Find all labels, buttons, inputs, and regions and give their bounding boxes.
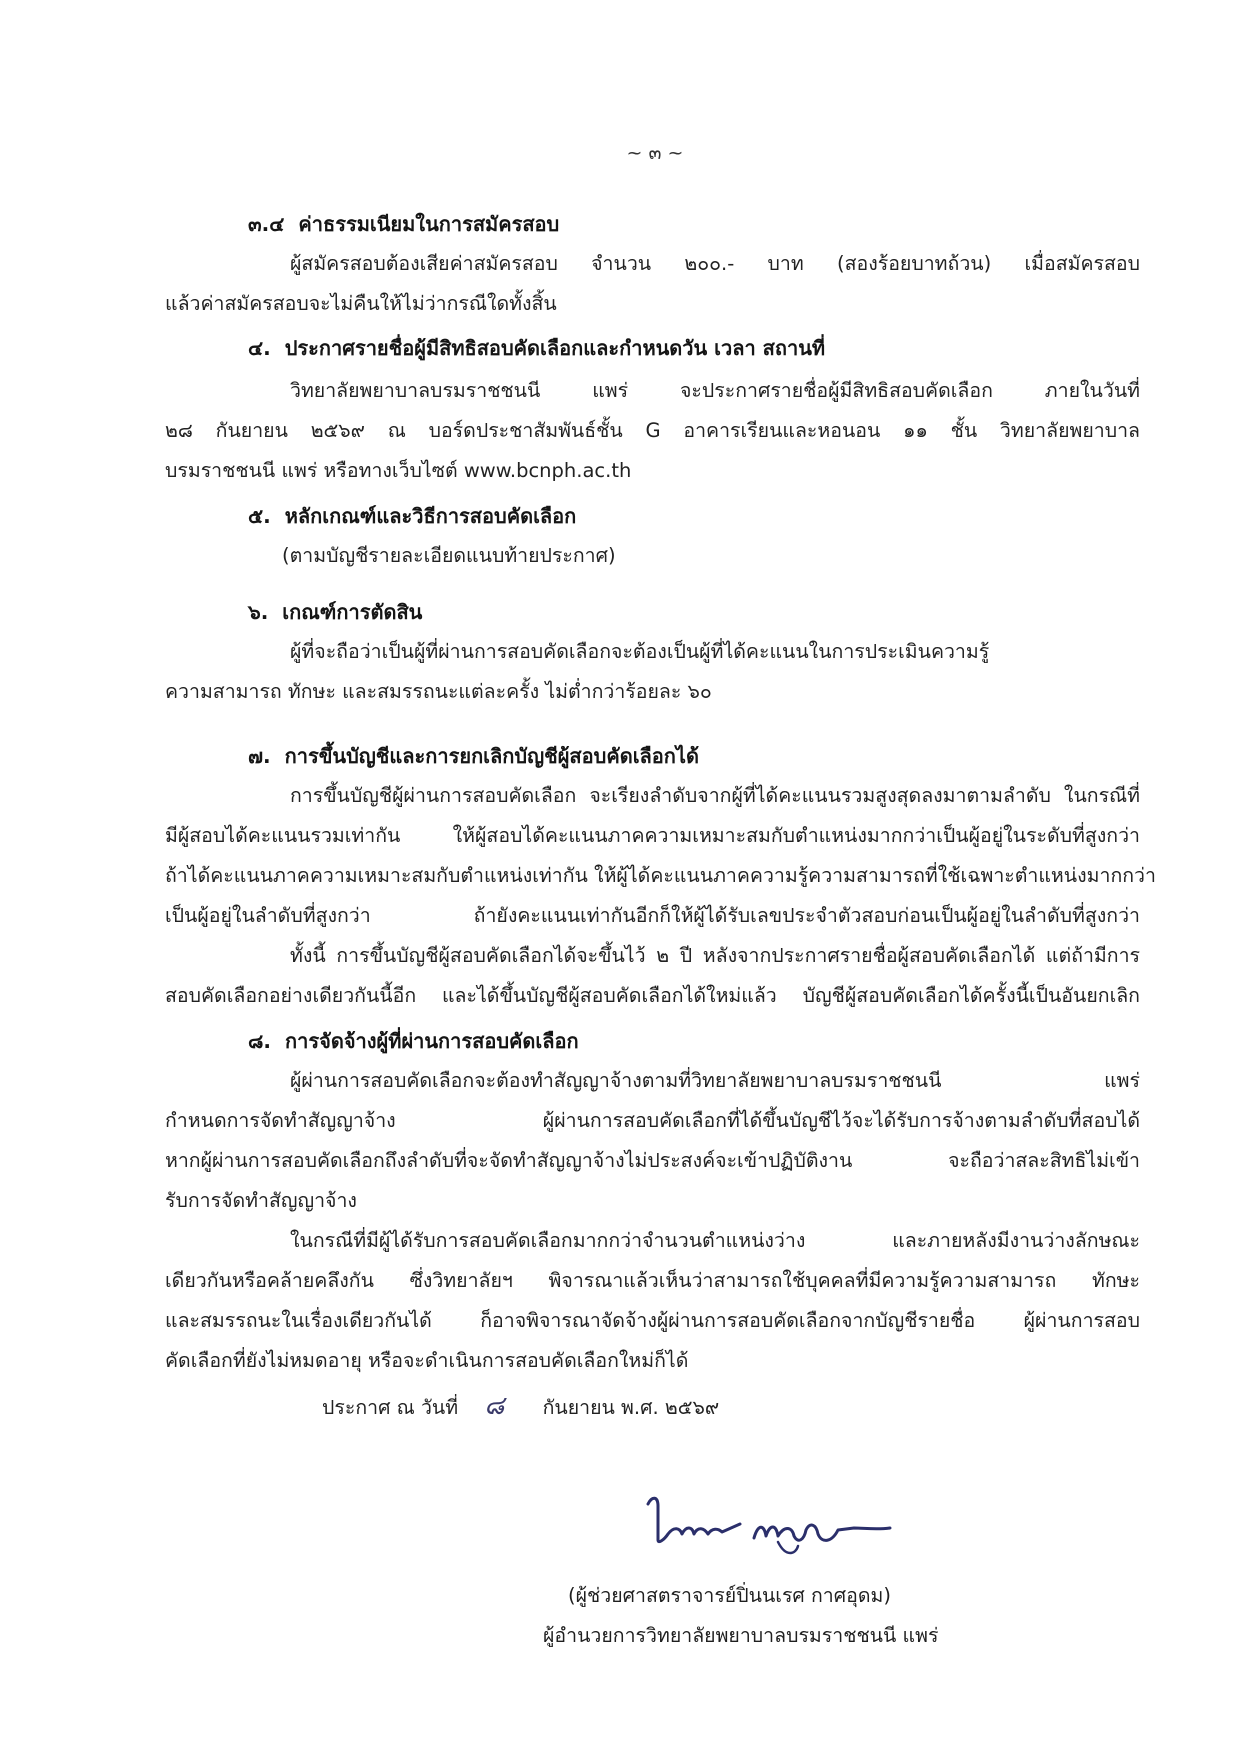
announcement-day: ๘ [484,1391,505,1421]
section-8-heading [248,1025,579,1057]
paragraph-line: ผู้ที่จะถือว่าเป็นผู้ที่ผ่านการสอบคัดเลือกจะต้องเป็นผู้ที่ได้คะแนนในการประเมินความรู้ [290,640,990,663]
paragraph-line: ๒๘ กันยายน ๒๕๖๙ ณ บอร์ดประชาสัมพันธ์ชั้น G อาคารเรียนและหอนอน ๑๑ ชั้น วิทยาลัยพยาบาล [165,419,1140,442]
signer-title: ผู้อำนวยการวิทยาลัยพยาบาลบรมราชชนนี แพร่ [543,1624,939,1647]
section-title: ประกาศรายชื่อผู้มีสิทธิสอบคัดเลือกและกำหนดวัน เวลา สถานที่ [284,336,826,360]
paragraph-line: ผู้ผ่านการสอบคัดเลือกจะต้องทำสัญญาจ้างตามที่วิทยาลัยพยาบาลบรมราชชนนี แพร่ [290,1069,1140,1092]
section-title: ค่าธรรมเนียมในการสมัครสอบ [298,212,560,236]
paragraph-line: เป็นผู้อยู่ในลำดับที่สูงกว่า ถ้ายังคะแนนเท่ากันอีกก็ให้ผู้ได้รับเลขประจำตัวสอบก่อนเป็นผู้อยู่ในลำดับที่สูงกว่า [165,904,1140,927]
section-number: ๕. [248,504,271,528]
signature-image [628,1482,908,1562]
section-number: ๘. [248,1029,272,1053]
section-number: ๖. [248,600,269,624]
section-6-heading [248,596,422,628]
paragraph-line: บรมราชชนนี แพร่ หรือทางเว็บไซต์ www.bcnph.ac.th [165,459,632,482]
section-title: การจัดจ้างผู้ที่ผ่านการสอบคัดเลือก [285,1029,579,1053]
section-title: การขึ้นบัญชีและการยกเลิกบัญชีผู้สอบคัดเลือกได้ [284,744,699,768]
announcement-month-year: กันยายน พ.ศ. ๒๕๖๙ [542,1396,720,1419]
paragraph-line: วิทยาลัยพยาบาลบรมราชชนนี แพร่ จะประกาศรายชื่อผู้มีสิทธิสอบคัดเลือก ภายในวันที่ [290,379,1140,402]
paragraph-line: สอบคัดเลือกอย่างเดียวกันนี้อีก และได้ขึ้นบัญชีผู้สอบคัดเลือกได้ใหม่แล้ว บัญชีผู้สอบคัดเลือกได้ครั้งนี้เป็นอันยกเลิก [165,984,1140,1007]
paragraph-line: (ตามบัญชีรายละเอียดแนบท้ายประกาศ) [282,544,616,567]
signer-name: (ผู้ช่วยศาสตราจารย์ปิ่นนเรศ กาศอุดม) [568,1584,891,1607]
section-number: ๓.๔ [248,212,285,236]
paragraph-line: แล้วค่าสมัครสอบจะไม่คืนให้ไม่ว่ากรณีใดทั้งสิ้น [165,292,557,315]
paragraph-line: ทั้งนี้ การขึ้นบัญชีผู้สอบคัดเลือกได้จะขึ้นไว้ ๒ ปี หลังจากประกาศรายชื่อผู้สอบคัดเลือกได้ แต่ถ้ามีการ [290,944,1140,967]
paragraph-line: ความสามารถ ทักษะ และสมรรถนะแต่ละครั้ง ไม่ต่ำกว่าร้อยละ ๖๐ [165,680,712,703]
section-title: เกณฑ์การตัดสิน [282,600,423,624]
paragraph-line: รับการจัดทำสัญญาจ้าง [165,1189,357,1212]
page-number: ~ ๓ ~ [626,142,684,164]
section-4-heading [248,332,825,364]
paragraph-line: ในกรณีที่มีผู้ได้รับการสอบคัดเลือกมากกว่าจำนวนตำแหน่งว่าง และภายหลังมีงานว่างลักษณะ [290,1229,1140,1252]
paragraph-line: หากผู้ผ่านการสอบคัดเลือกถึงลำดับที่จะจัดทำสัญญาจ้างไม่ประสงค์จะเข้าปฏิบัติงาน จะถือว่าสละสิทธิไม่เข้า [165,1149,1140,1172]
paragraph-line: คัดเลือกที่ยังไม่หมดอายุ หรือจะดำเนินการสอบคัดเลือกใหม่ก็ได้ [165,1349,689,1372]
section-3-4-heading [248,208,559,240]
paragraph-line: มีผู้สอบได้คะแนนรวมเท่ากัน ให้ผู้สอบได้คะแนนภาคความเหมาะสมกับตำแหน่งมากกว่าเป็นผู้อยู่ในระดับที่สูงกว่า [165,824,1140,847]
section-7-heading [248,740,699,772]
section-number: ๔. [248,336,271,360]
section-5-heading [248,500,576,532]
paragraph-line: ผู้สมัครสอบต้องเสียค่าสมัครสอบ จำนวน ๒๐๐.- บาท (สองร้อยบาทถ้วน) เมื่อสมัครสอบ [290,252,1140,275]
announcement-date [322,1385,719,1426]
paragraph-line: เดียวกันหรือคล้ายคลึงกัน ซึ่งวิทยาลัยฯ พิจารณาแล้วเห็นว่าสามารถใช้บุคคลที่มีความรู้ความสามารถ ทักษะ [165,1269,1140,1292]
paragraph-line: ถ้าได้คะแนนภาคความเหมาะสมกับตำแหน่งเท่ากัน ให้ผู้ได้คะแนนภาคความรู้ความสามารถที่ใช้เฉพาะตำแหน่งมากกว่า [165,864,1156,887]
section-number: ๗. [248,744,271,768]
paragraph-line: การขึ้นบัญชีผู้ผ่านการสอบคัดเลือก จะเรียงลำดับจากผู้ที่ได้คะแนนรวมสูงสุดลงมาตามลำดับ ในกรณีที่ [290,784,1140,807]
paragraph-line: และสมรรถนะในเรื่องเดียวกันได้ ก็อาจพิจารณาจัดจ้างผู้ผ่านการสอบคัดเลือกจากบัญชีรายชื่อ ผู้ผ่านการสอบ [165,1309,1140,1332]
paragraph-line: กำหนดการจัดทำสัญญาจ้าง ผู้ผ่านการสอบคัดเลือกที่ได้ขึ้นบัญชีไว้จะได้รับการจ้างตามลำดับที่สอบได้ [165,1109,1140,1132]
section-title: หลักเกณฑ์และวิธีการสอบคัดเลือก [284,504,577,528]
announcement-prefix: ประกาศ ณ วันที่ [322,1396,459,1419]
